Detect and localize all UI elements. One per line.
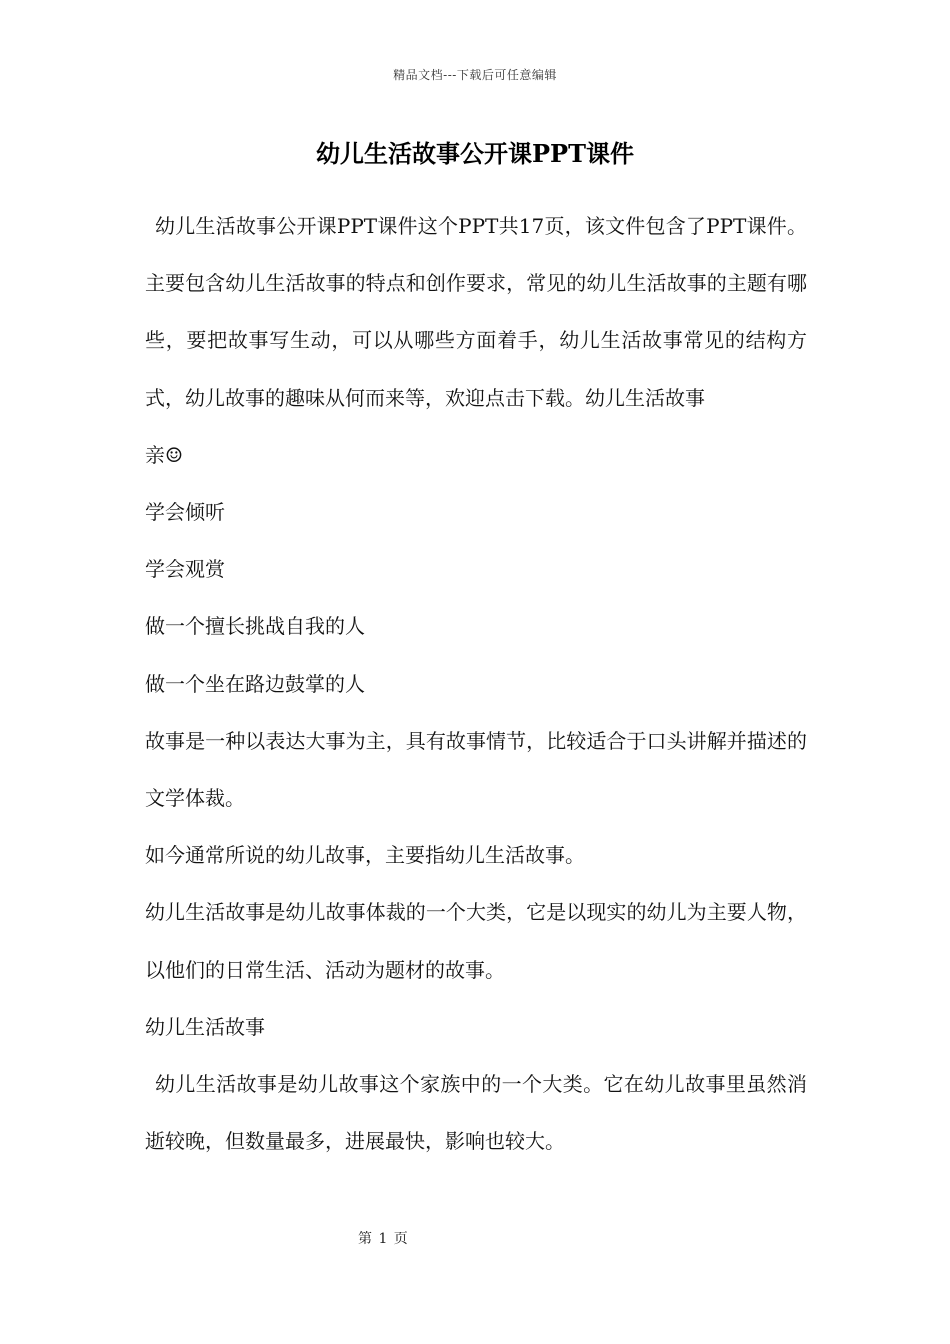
page-number: 第 1 页 <box>358 1231 409 1247</box>
paragraph-children-story: 如今通常所说的幼儿故事，主要指幼儿生活故事。 <box>145 843 585 868</box>
paragraph-life-story-family: 幼儿生活故事是幼儿故事这个家族中的一个大类。它在幼儿故事里虽然消逝较晚，但数量最多，进展最快，影响也较大。 <box>145 1072 807 1154</box>
paragraph-life-story-definition: 幼儿生活故事是幼儿故事体裁的一个大类，它是以现实的幼儿为主要人物，以他们的日常生活、活动为题材的故事。 <box>145 900 807 982</box>
paragraph-story-definition: 故事是一种以表达大事为主，具有故事情节，比较适合于口头讲解并描述的文学体裁。 <box>145 728 807 811</box>
section-heading: 幼儿生活故事 <box>145 1014 265 1039</box>
paragraph-applaud: 做一个坐在路边鼓掌的人 <box>145 671 365 696</box>
page-header: 精品文档---下载后可任意编辑 <box>393 68 557 82</box>
paragraph-learn-appreciate: 学会观赏 <box>145 557 225 582</box>
paragraph-intro: 幼儿生活故事公开课PPT课件这个PPT共17页，该文件包含了PPT课件。主要包含幼儿生活故事的特点和创作要求，常见的幼儿生活故事的主题有哪些，要把故事写生动，可以从哪些方面着手，幼儿生活故事常见的结构方式，幼儿故事的趣味从何而来等，欢迎点击下载。幼儿生活故事 <box>145 214 807 410</box>
paragraph-learn-listen: 学会倾听 <box>145 500 225 525</box>
document-title: 幼儿生活故事公开课PPT课件 <box>316 139 634 168</box>
paragraph-challenge-self: 做一个擅长挑战自我的人 <box>145 614 365 639</box>
document-body <box>145 198 807 1170</box>
paragraph-greeting: 亲☺ <box>145 442 183 467</box>
